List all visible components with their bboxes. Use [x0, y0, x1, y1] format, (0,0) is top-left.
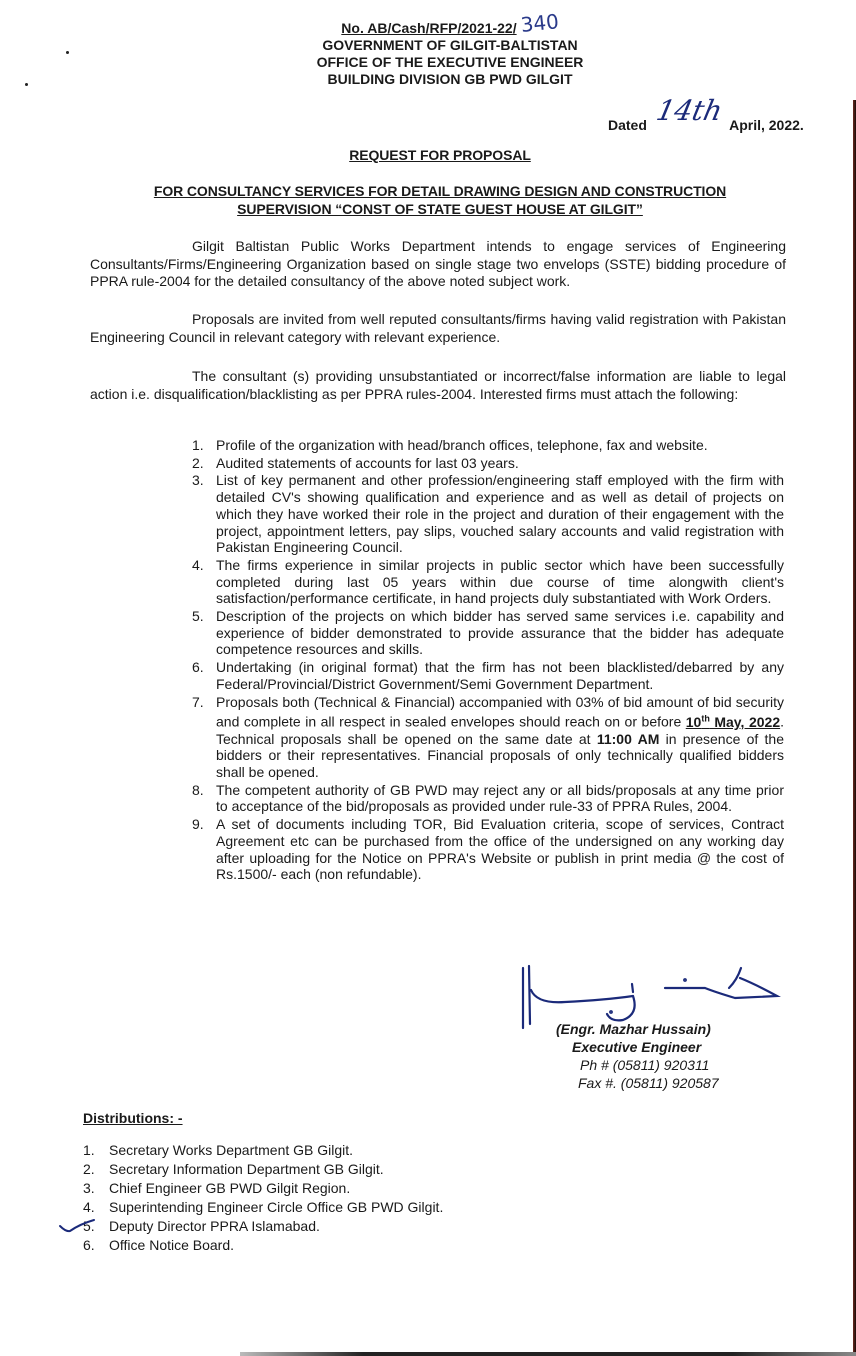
- item-number: 5.: [192, 608, 204, 625]
- item-text: Undertaking (in original format) that the firm has not been blacklisted/debarred by any Federal/Provincial/District Government/Semi Government Department.: [216, 659, 784, 692]
- item-number: 6.: [83, 1237, 95, 1253]
- requirements-list: [192, 437, 784, 884]
- letterhead-line-1: GOVERNMENT OF GILGIT-BALTISTAN: [322, 37, 578, 53]
- item-text: . Technical proposals shall be opened on the same date at: [216, 713, 784, 747]
- subject-line-1: FOR CONSULTANCY SERVICES FOR DETAIL DRAWING DESIGN AND CONSTRUCTION: [153, 183, 727, 199]
- item-text: List of key permanent and other profession/engineering staff employed with the firm with detailed CV's showing qualification and experience and as well as detail of projects on which they have worked their role in the project and duration of their engagement with the project, appointment letters, pay slips, vouched salary accounts and valid registration with Pakistan Engineering Council.: [216, 472, 784, 556]
- date-month-year: April, 2022.: [729, 117, 804, 133]
- item-text: Deputy Director PPRA Islamabad.: [109, 1218, 320, 1234]
- item-text: The firms experience in similar projects in public sector which have been successfully completed during last 05 years within due course of time alongwith client's satisfaction/performance certificate, in hand projects duly substantiated with Work Orders.: [216, 556, 784, 607]
- dated-label: Dated: [608, 117, 647, 133]
- scan-speck: [66, 51, 69, 54]
- requirement-item: [192, 557, 784, 607]
- item-text: Secretary Information Department GB Gilgit.: [109, 1161, 384, 1177]
- date-line: [608, 94, 804, 137]
- distribution-item: [83, 1236, 443, 1255]
- item-text: Superintending Engineer Circle Office GB PWD Gilgit.: [109, 1199, 444, 1215]
- item-number: 4.: [83, 1199, 95, 1215]
- distribution-list: [83, 1141, 443, 1255]
- item-text: Proposals both (Technical & Financial) accompanied with 03% of bid amount of bid security and complete in all respect in sealed envelopes should reach on or before: [216, 693, 784, 730]
- item-number: 5.: [83, 1218, 95, 1234]
- paragraph-invitation: [90, 311, 786, 346]
- requirement-item: [192, 694, 784, 781]
- scan-speck: [25, 83, 28, 86]
- distribution-item: [83, 1217, 443, 1236]
- letterhead-line-3: BUILDING DIVISION GB PWD GILGIT: [327, 71, 573, 87]
- requirement-item: [192, 437, 784, 454]
- requirement-item: [192, 782, 784, 815]
- item-number: 1.: [192, 437, 204, 453]
- signatory-block: [556, 1020, 719, 1092]
- item-number: 7.: [192, 693, 204, 710]
- item-number: 4.: [192, 556, 204, 573]
- item-text: Description of the projects on which bidder has served same services i.e. capability and experience of bidder demonstrated to provide assurance that the bidder has adequate competence resources and skills.: [216, 608, 784, 658]
- requirement-item: [192, 472, 784, 556]
- distribution-item: [83, 1141, 443, 1160]
- reference-number: No. AB/Cash/RFP/2021-22/: [341, 20, 517, 36]
- distribution-item: [83, 1160, 443, 1179]
- signatory-designation: Executive Engineer: [572, 1039, 702, 1055]
- deadline-ordinal: th: [701, 713, 710, 724]
- item-text: Profile of the organization with head/branch offices, telephone, fax and website.: [216, 437, 708, 453]
- requirement-item: [192, 608, 784, 658]
- item-number: 2.: [83, 1161, 95, 1177]
- paragraph-liability: [90, 368, 786, 403]
- handwritten-reference: 340: [519, 9, 560, 37]
- checkmark-icon: [58, 1218, 98, 1236]
- opening-time: 11:00 AM: [596, 730, 660, 747]
- item-text: Secretary Works Department GB Gilgit.: [109, 1142, 354, 1158]
- document-title: REQUEST FOR PROPOSAL: [349, 147, 531, 163]
- deadline-month-year: May, 2022: [709, 713, 781, 730]
- item-number: 6.: [192, 659, 204, 676]
- paragraph-text: Proposals are invited from well reputed consultants/firms having valid registration with Pakistan Engineering Council in relevant category with relevant experience.: [90, 311, 786, 345]
- item-number: 3.: [83, 1180, 95, 1196]
- item-text: Office Notice Board.: [109, 1237, 235, 1253]
- requirement-item: [192, 455, 784, 472]
- item-text: The competent authority of GB PWD may reject any or all bids/proposals at any time prior to acceptance of the bid/proposals as provided under rule-33 of PPRA Rules, 2004.: [216, 781, 784, 815]
- signatory-phone: Ph # (05811) 920311: [580, 1057, 710, 1073]
- letterhead-line-2: OFFICE OF THE EXECUTIVE ENGINEER: [316, 54, 584, 70]
- item-text: A set of documents including TOR, Bid Evaluation criteria, scope of services, Contract Agreement etc can be purchased from the office of the undersigned on any working day after uploading for the Notice on PPRA's Website or publish in print media @ the cost of Rs.1500/- each (non refundable).: [216, 816, 784, 883]
- reference-line: [270, 9, 630, 37]
- handwritten-day: 14th: [653, 94, 726, 127]
- item-number: 8.: [192, 781, 204, 798]
- item-text: Chief Engineer GB PWD Gilgit Region.: [109, 1180, 351, 1196]
- deadline-day: 10: [685, 713, 702, 730]
- distribution-item: [83, 1179, 443, 1198]
- item-number: 1.: [83, 1142, 95, 1158]
- distribution-item: [83, 1198, 443, 1217]
- item-number: 2.: [192, 454, 204, 471]
- page-bottom-shadow: [240, 1352, 856, 1356]
- item-number: 9.: [192, 816, 204, 833]
- item-number: 3.: [192, 472, 204, 489]
- letterhead: [270, 9, 630, 88]
- distribution-title: Distributions: -: [83, 1110, 183, 1126]
- submission-deadline: [686, 714, 780, 730]
- item-text: Audited statements of accounts for last 03 years.: [216, 454, 519, 471]
- signatory-fax: Fax #. (05811) 920587: [578, 1075, 719, 1091]
- requirement-item: [192, 659, 784, 692]
- subject-line-2: SUPERVISION “CONST OF STATE GUEST HOUSE AT GILGIT”: [237, 201, 643, 217]
- paragraph-text: Gilgit Baltistan Public Works Department intends to engage services of Engineering Consultants/Firms/Engineering Organization based on single stage two envelops (SSTE) bidding procedure of PPRA rule-2004 for the detailed consultancy of the above noted subject work.: [90, 238, 786, 289]
- document-subject: [80, 182, 800, 218]
- signatory-name: (Engr. Mazhar Hussain): [556, 1021, 711, 1037]
- item-text: in presence of the bidders or their representatives. Financial proposals of only technically qualified bidders shall be opened.: [216, 730, 784, 781]
- paragraph-intro: [90, 238, 786, 291]
- requirement-item: [192, 816, 784, 883]
- paragraph-text: The consultant (s) providing unsubstantiated or incorrect/false information are liable to legal action i.e. disqualification/blacklisting as per PPRA rules-2004. Interested firms must attach the following:: [90, 368, 786, 402]
